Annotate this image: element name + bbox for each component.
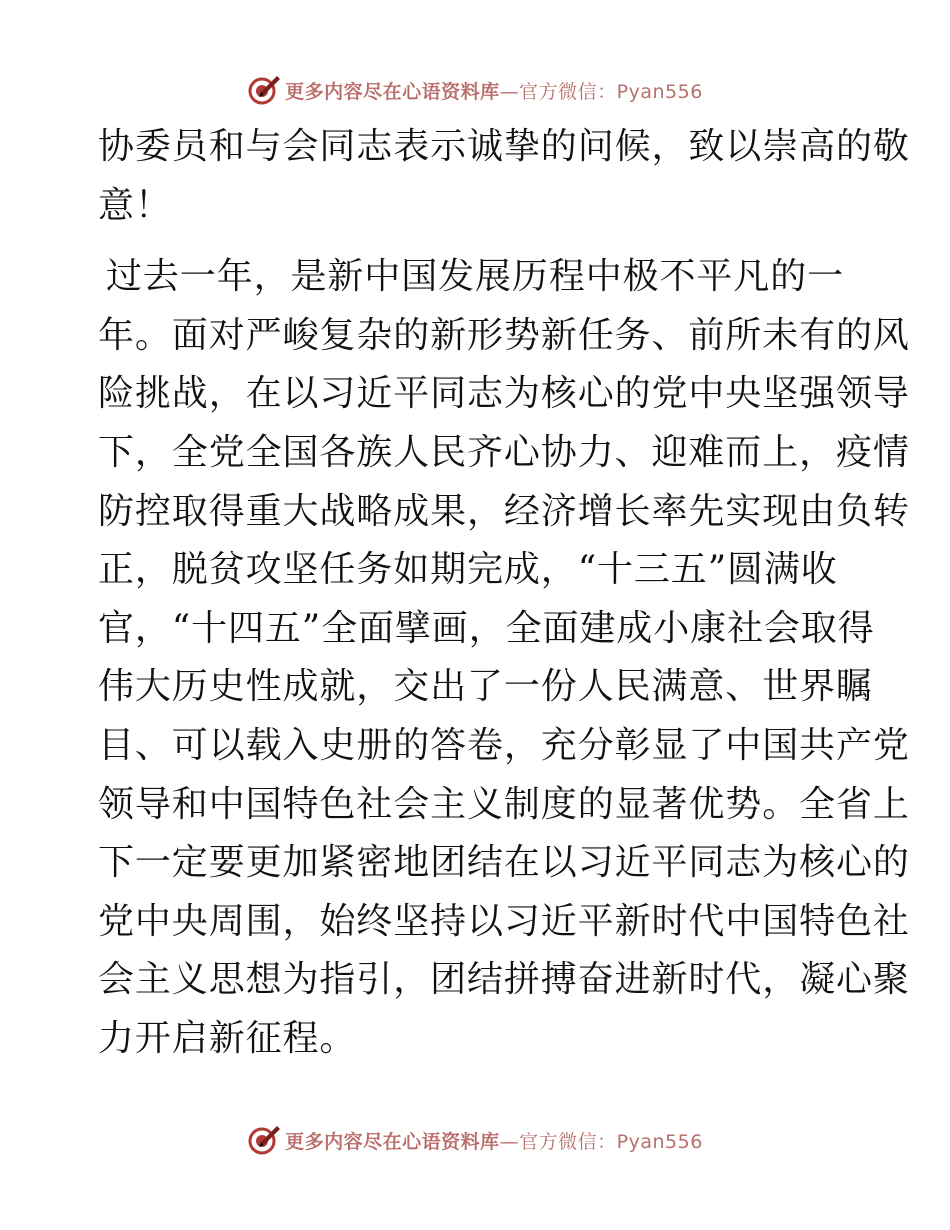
header-banner bbox=[0, 70, 950, 110]
text-line: 党中央周围，始终坚持以习近平新时代中国特色社 bbox=[98, 900, 910, 942]
text-line: 过去一年，是新中国发展历程中极不平凡的一 bbox=[106, 256, 845, 298]
text-line: 下一定要更加紧密地团结在以习近平同志为核心的 bbox=[98, 842, 910, 884]
footer-banner-text bbox=[285, 1127, 703, 1154]
document-body bbox=[98, 118, 910, 1069]
header-banner-main: 更多内容尽在心语资料库 bbox=[285, 80, 500, 103]
text-line: 意！ bbox=[98, 184, 172, 226]
text-line: 年。面对严峻复杂的新形势新任务、前所未有的风 bbox=[98, 314, 910, 356]
text-line: 力开启新征程。 bbox=[98, 1017, 357, 1059]
text-line: 官，“十四五”全面擘画，全面建成小康社会取得 bbox=[98, 607, 875, 649]
pen-logo-icon bbox=[247, 73, 281, 107]
text-line: 防控取得重大战略成果，经济增长率先实现由负转 bbox=[98, 490, 910, 532]
text-line: 目、可以载入史册的答卷，充分彰显了中国共产党 bbox=[98, 724, 910, 766]
text-line: 会主义思想为指引，团结拼搏奋进新时代，凝心聚 bbox=[98, 959, 910, 1001]
header-banner-text bbox=[285, 77, 703, 104]
footer-banner-rest: —官方微信：Pyan556 bbox=[499, 1130, 703, 1153]
text-line: 领导和中国特色社会主义制度的显著优势。全省上 bbox=[98, 783, 910, 825]
footer-banner-main: 更多内容尽在心语资料库 bbox=[285, 1130, 500, 1153]
text-line: 伟大历史性成就，交出了一份人民满意、世界瞩 bbox=[98, 666, 873, 708]
pen-logo-icon bbox=[247, 1123, 281, 1157]
text-line: 正，脱贫攻坚任务如期完成，“十三五”圆满收 bbox=[98, 549, 838, 591]
footer-banner bbox=[0, 1120, 950, 1160]
text-line: 下，全党全国各族人民齐心协力、迎难而上，疫情 bbox=[98, 431, 910, 473]
text-line: 协委员和与会同志表示诚挚的问候，致以崇高的敬 bbox=[98, 126, 910, 167]
paragraph-2 bbox=[98, 248, 910, 1068]
text-line: 险挑战，在以习近平同志为核心的党中央坚强领导 bbox=[98, 373, 910, 415]
paragraph-1 bbox=[98, 118, 910, 235]
header-banner-rest: —官方微信：Pyan556 bbox=[499, 80, 703, 103]
